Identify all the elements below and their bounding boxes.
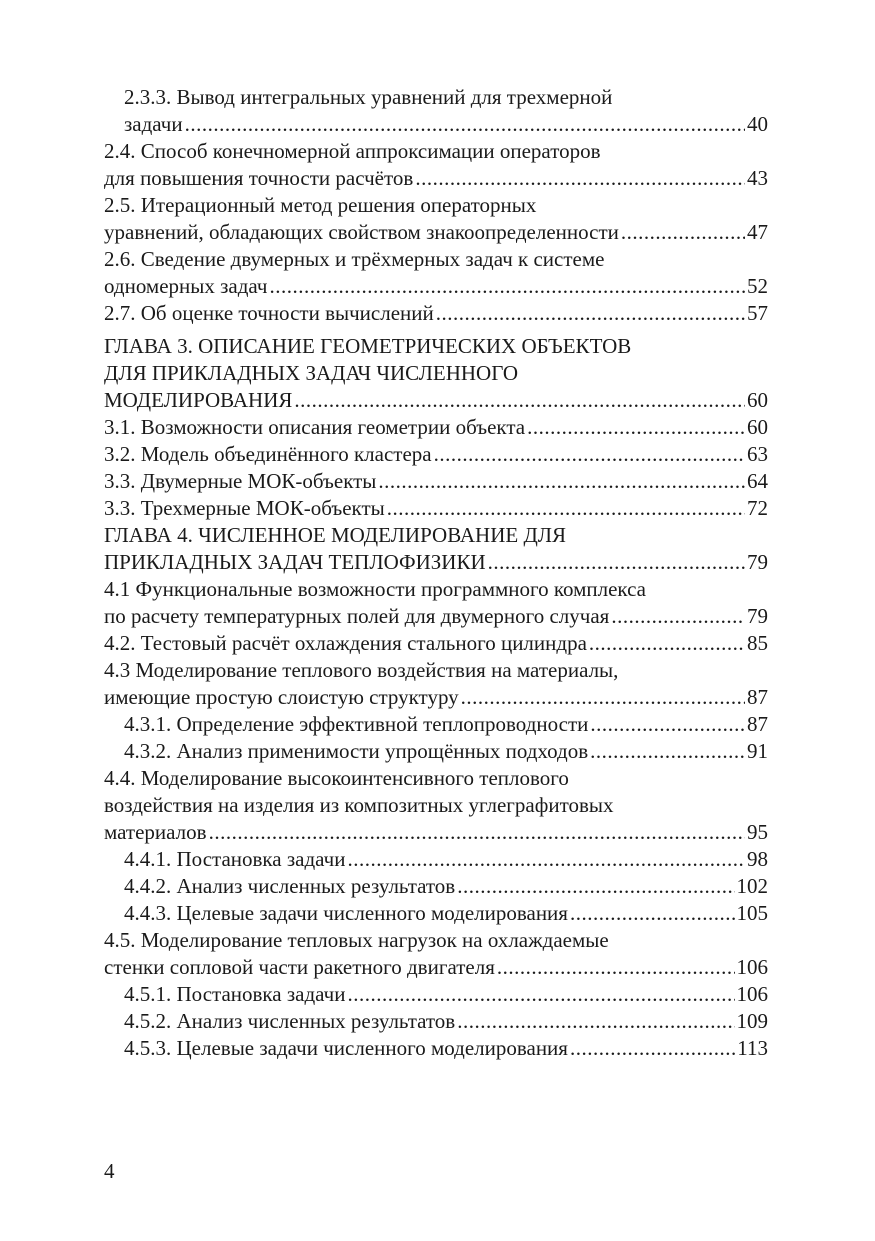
toc-entry-title: 4.4.1. Постановка задачи (124, 847, 346, 871)
toc-entry-title: 4.5. Моделирование тепловых нагрузок на охлаждаемые (104, 928, 609, 952)
toc-page-number: 113 (737, 1036, 768, 1060)
toc-entry (104, 414, 768, 441)
toc-entry (104, 900, 768, 927)
toc-leader-dots (497, 954, 735, 981)
toc-leader-dots (436, 300, 745, 327)
toc-entry (104, 927, 768, 981)
toc-leader-dots (209, 819, 745, 846)
toc-entry-title: воздействия на изделия из композитных углеграфитовых (104, 793, 614, 817)
table-of-contents (104, 84, 768, 1062)
toc-page-number: 91 (747, 739, 768, 763)
toc-entry (104, 657, 768, 711)
toc-entry (104, 495, 768, 522)
toc-leader-dots (611, 603, 745, 630)
toc-page-number: 52 (747, 274, 768, 298)
toc-page-number: 40 (747, 112, 768, 136)
toc-leader-dots (378, 468, 745, 495)
toc-leader-dots (457, 873, 734, 900)
toc-entry-title: 4.4. Моделирование высокоинтенсивного теплового (104, 766, 569, 790)
toc-entry (104, 1035, 768, 1062)
toc-entry-last-line (104, 387, 768, 414)
toc-page-number: 109 (736, 1009, 768, 1033)
toc-entry (104, 300, 768, 327)
toc-entry-title: 4.4.3. Целевые задачи численного моделирования (124, 901, 568, 925)
toc-entry-last-line (124, 873, 768, 900)
toc-entry (104, 630, 768, 657)
toc-entry (104, 846, 768, 873)
toc-page-number: 63 (747, 442, 768, 466)
toc-page-number: 72 (747, 496, 768, 520)
toc-leader-dots (570, 1035, 735, 1062)
toc-page-number: 60 (747, 388, 768, 412)
toc-page-number: 64 (747, 469, 768, 493)
toc-leader-dots (570, 900, 735, 927)
toc-entry (104, 192, 768, 246)
toc-entry-title: 4.3 Моделирование теплового воздействия на материалы, (104, 658, 619, 682)
toc-entry-title: 4.3.1. Определение эффективной теплопроводности (124, 712, 589, 736)
toc-entry-title: 4.5.3. Целевые задачи численного моделирования (124, 1036, 568, 1060)
toc-entry-last-line (124, 711, 768, 738)
toc-entry-last-line (104, 273, 768, 300)
toc-chapter-entry (104, 522, 768, 576)
toc-entry-last-line (124, 846, 768, 873)
toc-entry (104, 981, 768, 1008)
toc-leader-dots (457, 1008, 734, 1035)
toc-entry (104, 576, 768, 630)
toc-entry-title: имеющие простую слоистую структуру (104, 685, 459, 709)
toc-entry-last-line (124, 1008, 768, 1035)
toc-leader-dots (294, 387, 745, 414)
toc-leader-dots (590, 738, 745, 765)
toc-entry-last-line (104, 165, 768, 192)
page-number: 4 (104, 1159, 115, 1183)
toc-entry-last-line (104, 819, 768, 846)
toc-entry-title: ГЛАВА 3. ОПИСАНИЕ ГЕОМЕТРИЧЕСКИХ ОБЪЕКТОВ (104, 334, 632, 358)
toc-leader-dots (621, 219, 745, 246)
toc-entry-title: стенки сопловой части ракетного двигателя (104, 955, 495, 979)
toc-entry-title: 4.1 Функциональные возможности программного комплекса (104, 577, 646, 601)
toc-page-number: 79 (747, 604, 768, 628)
toc-entry-last-line (124, 900, 768, 927)
toc-entry-last-line (104, 441, 768, 468)
toc-entry-last-line (104, 603, 768, 630)
toc-entry-title: 2.6. Сведение двумерных и трёхмерных задач к системе (104, 247, 605, 271)
toc-entry-title: уравнений, обладающих свойством знакоопределенности (104, 220, 619, 244)
toc-entry-last-line (124, 111, 768, 138)
toc-entry-last-line (104, 684, 768, 711)
toc-entry-last-line (104, 495, 768, 522)
toc-entry-title: одномерных задач (104, 274, 268, 298)
toc-entry-title: ГЛАВА 4. ЧИСЛЕННОЕ МОДЕЛИРОВАНИЕ ДЛЯ (104, 523, 567, 547)
toc-entry-title: 4.2. Тестовый расчёт охлаждения стального цилиндра (104, 631, 587, 655)
toc-entry-title: ДЛЯ ПРИКЛАДНЫХ ЗАДАЧ ЧИСЛЕННОГО (104, 361, 519, 385)
toc-entry-title: материалов (104, 820, 207, 844)
toc-leader-dots (590, 711, 745, 738)
toc-entry-title: 4.5.2. Анализ численных результатов (124, 1009, 456, 1033)
toc-entry-title: 2.3.3. Вывод интегральных уравнений для трехмерной (124, 85, 613, 109)
toc-entry-title: задачи (124, 112, 183, 136)
toc-entry (104, 246, 768, 300)
toc-entry-title: 2.7. Об оценке точности вычислений (104, 301, 434, 325)
toc-leader-dots (347, 846, 745, 873)
toc-entry-last-line (104, 414, 768, 441)
toc-leader-dots (415, 165, 745, 192)
toc-entry (104, 765, 768, 846)
toc-entry-last-line (104, 300, 768, 327)
toc-page-number: 102 (736, 874, 768, 898)
toc-entry-title: 4.4.2. Анализ численных результатов (124, 874, 456, 898)
toc-leader-dots (488, 549, 745, 576)
toc-entry-title: 3.2. Модель объединённого кластера (104, 442, 432, 466)
toc-leader-dots (185, 111, 745, 138)
toc-leader-dots (589, 630, 745, 657)
toc-entry-title: по расчету температурных полей для двумерного случая (104, 604, 610, 628)
toc-entry-title: МОДЕЛИРОВАНИЯ (104, 388, 293, 412)
toc-page-number: 95 (747, 820, 768, 844)
toc-page-number: 60 (747, 415, 768, 439)
toc-leader-dots (461, 684, 745, 711)
toc-page-number: 87 (747, 685, 768, 709)
toc-leader-dots (347, 981, 734, 1008)
toc-entry-title: для повышения точности расчётов (104, 166, 414, 190)
toc-entry-title: 4.3.2. Анализ применимости упрощённых подходов (124, 739, 589, 763)
toc-entry-title: 3.3. Двумерные МОК-объекты (104, 469, 377, 493)
toc-page-number: 106 (736, 955, 768, 979)
toc-page-number: 98 (747, 847, 768, 871)
toc-entry-last-line (104, 630, 768, 657)
toc-entry-title: 2.4. Способ конечномерной аппроксимации операторов (104, 139, 601, 163)
toc-entry (104, 711, 768, 738)
toc-entry (104, 138, 768, 192)
toc-entry-last-line (124, 981, 768, 1008)
toc-entry-last-line (104, 549, 768, 576)
toc-leader-dots (434, 441, 745, 468)
toc-leader-dots (269, 273, 745, 300)
toc-page-number: 47 (747, 220, 768, 244)
toc-entry-last-line (104, 219, 768, 246)
toc-entry (104, 873, 768, 900)
toc-page-number: 43 (747, 166, 768, 190)
toc-entry-last-line (124, 1035, 768, 1062)
toc-entry-last-line (104, 468, 768, 495)
toc-page-number: 105 (736, 901, 768, 925)
toc-page-number: 57 (747, 301, 768, 325)
toc-page-number: 85 (747, 631, 768, 655)
toc-entry (104, 84, 768, 138)
toc-leader-dots (387, 495, 745, 522)
toc-entry-title: 4.5.1. Постановка задачи (124, 982, 346, 1006)
toc-entry-title: 3.1. Возможности описания геометрии объекта (104, 415, 526, 439)
toc-page-number: 87 (747, 712, 768, 736)
toc-entry-last-line (124, 738, 768, 765)
toc-chapter-entry (104, 333, 768, 414)
toc-page-number: 106 (736, 982, 768, 1006)
toc-entry (104, 738, 768, 765)
toc-entry-title: 3.3. Трехмерные МОК-объекты (104, 496, 385, 520)
toc-page-number: 79 (747, 550, 768, 574)
toc-entry (104, 1008, 768, 1035)
toc-entry-title: 2.5. Итерационный метод решения операторных (104, 193, 537, 217)
toc-entry (104, 468, 768, 495)
toc-entry-title: ПРИКЛАДНЫХ ЗАДАЧ ТЕПЛОФИЗИКИ (104, 550, 486, 574)
toc-entry (104, 441, 768, 468)
toc-entry-last-line (104, 954, 768, 981)
toc-leader-dots (527, 414, 745, 441)
